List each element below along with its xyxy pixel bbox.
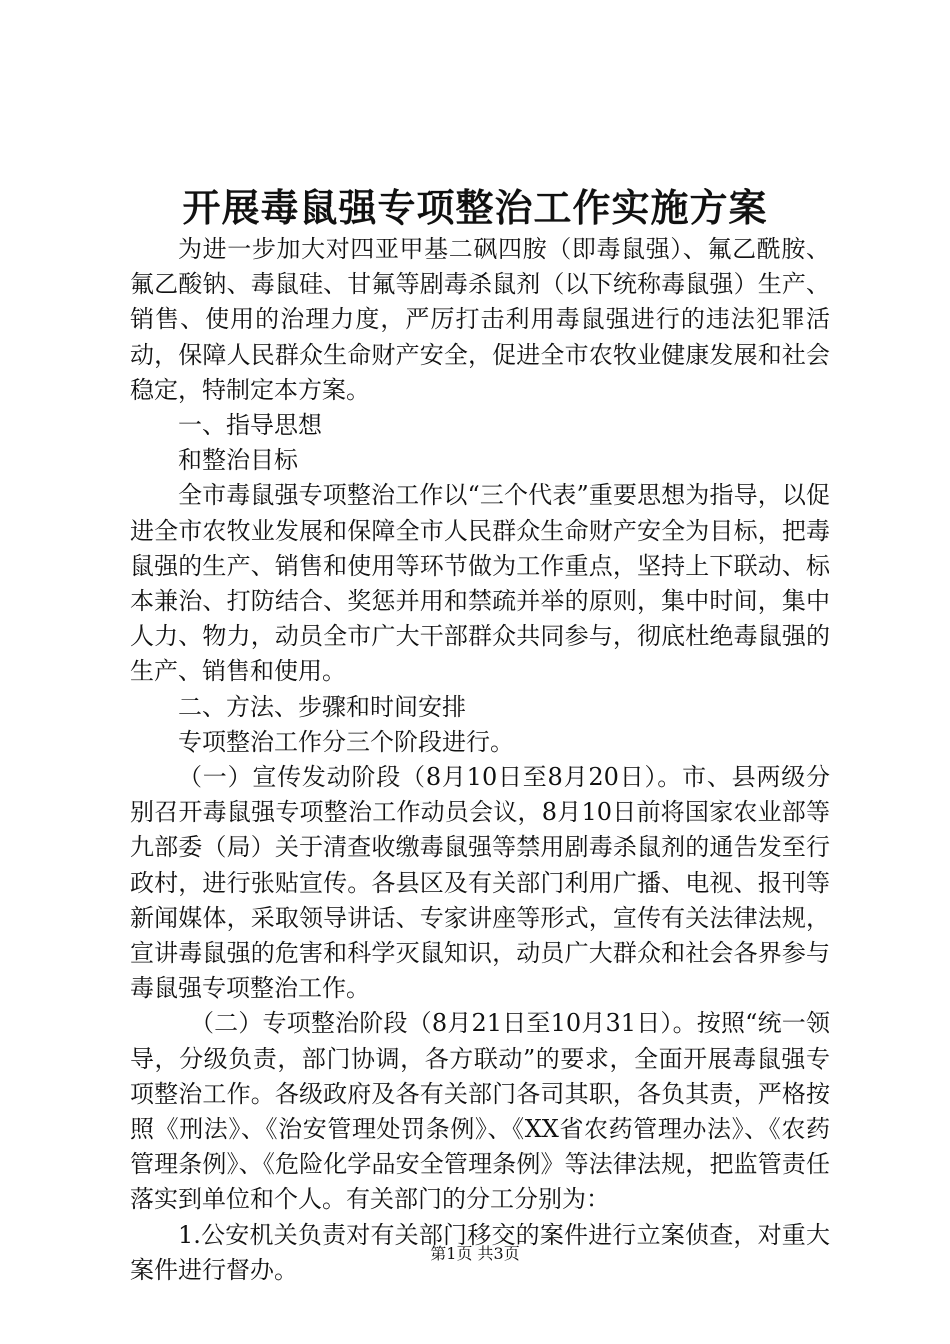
stage-2-paragraph: （二）专项整治阶段（8月21日至10月31日）。按照“统一领导，分级负责，部门协调，各方联动”的要求，全面开展毒鼠强专项整治工作。各级政府及各有关部门各司其职，各负其责，严格按照《刑法》、《治安管理处罚条例》、《XX省农药管理办法》、《农药管理条例》、《危险化学品安全管理条例》等法律法规，把监管责任落实到单位和个人。有关部门的分工分别为： [130, 1009, 830, 1214]
document-body [130, 232, 830, 1288]
section-heading-1: 一、指导思想 [178, 411, 322, 440]
page-footer: 第1页 共3页 [430, 1244, 520, 1263]
guiding-ideology-paragraph: 全市毒鼠强专项整治工作以“三个代表”重要思想为指导，以促进全市农牧业发展和保障全市人民群众生命财产安全为目标，把毒鼠强的生产、销售和使用等环节做为工作重点，坚持上下联动、标本兼治、打防结合、奖惩并用和禁疏并举的原则，集中时间，集中人力、物力，动员全市广大干部群众共同参与，彻底杜绝毒鼠强的生产、销售和使用。 [130, 481, 830, 686]
section-heading-1-continued: 和整治目标 [178, 446, 298, 475]
document-title: 开展毒鼠强专项整治工作实施方案 [182, 185, 768, 230]
section-heading-2: 二、方法、步骤和时间安排 [178, 692, 466, 721]
duty-item-1: 1.公安机关负责对有关部门移交的案件进行立案侦查，对重大案件进行督办。 [130, 1220, 830, 1284]
stage-1-paragraph: （一）宣传发动阶段（8月10日至8月20日）。市、县两级分别召开毒鼠强专项整治工作动员会议，8月10日前将国家农业部等九部委（局）关于清查收缴毒鼠强等禁用剧毒杀鼠剂的通告发至行政村，进行张贴宣传。各县区及有关部门利用广播、电视、报刊等新闻媒体，采取领导讲话、专家讲座等形式，宣传有关法律法规，宣讲毒鼠强的危害和科学灭鼠知识，动员广大群众和社会各界参与毒鼠强专项整治工作。 [130, 763, 830, 1003]
intro-paragraph: 为进一步加大对四亚甲基二砜四胺（即毒鼠强）、氟乙酰胺、氟乙酸钠、毒鼠硅、甘氟等剧毒杀鼠剂（以下统称毒鼠强）生产、销售、使用的治理力度，严厉打击利用毒鼠强进行的违法犯罪活动，保障人民群众生命财产安全，促进全市农牧业健康发展和社会稳定，特制定本方案。 [130, 235, 830, 404]
stages-intro-paragraph: 专项整治工作分三个阶段进行。 [178, 727, 514, 756]
